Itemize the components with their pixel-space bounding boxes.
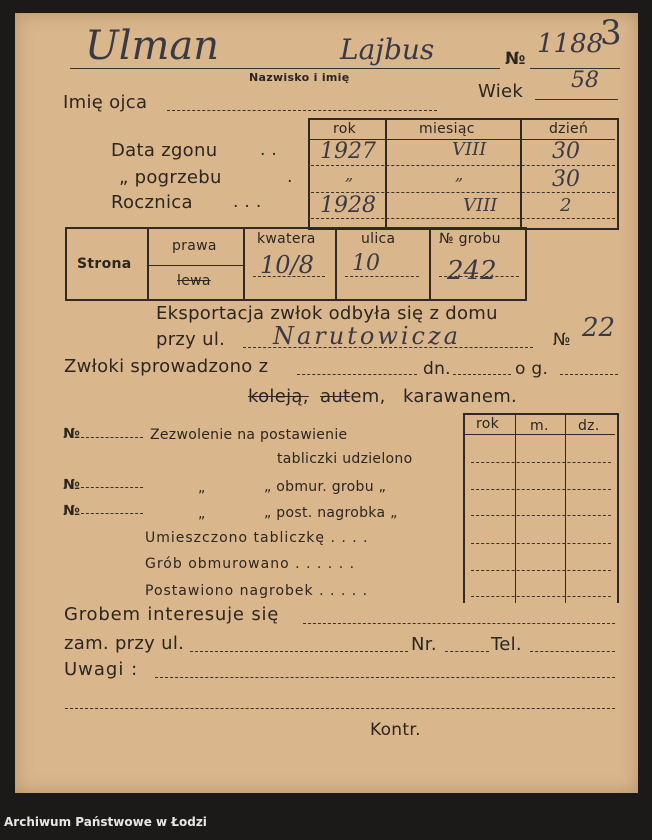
wall-ditto: „ (198, 480, 206, 496)
grave-no-label: № grobu (439, 231, 501, 247)
permits-col-year: rok (476, 416, 500, 432)
placed-monument-label: Postawiono nagrobek . . . . . (145, 583, 369, 599)
transport-auto: autem, (320, 386, 386, 407)
wall-no-sign: № (63, 477, 81, 493)
monument-no-line (81, 513, 143, 514)
permits-row-line (471, 462, 611, 463)
death-year-hw: 1927 (320, 139, 376, 164)
anniv-day-hw: 2 (560, 195, 572, 216)
death-month-hw: VIII (452, 139, 487, 160)
surname-handwritten: Ulman (85, 23, 220, 69)
death-date-label: Data zgonu (111, 140, 218, 161)
grave-col-divider (335, 227, 337, 299)
export-street-line (243, 347, 533, 348)
placed-plaque-label: Umieszczono tabliczkę . . . . (145, 530, 369, 546)
anniv-month-hw: VIII (463, 195, 498, 216)
dates-col-divider (520, 118, 522, 228)
address-line (190, 651, 408, 652)
export-street-prefix: przy ul. (156, 329, 226, 350)
permits-row-line (471, 489, 611, 490)
death-day-hw: 30 (552, 139, 580, 164)
side-label: Strona (77, 256, 132, 272)
permit-no-line (81, 437, 143, 438)
permit-label: Zezwolenie na postawienie (150, 427, 348, 443)
brought-hour-line (560, 374, 618, 375)
brought-day-label: dn. (423, 359, 451, 379)
export-no-label: № (553, 330, 571, 350)
brought-from-label: Zwłoki sprowadzono z (64, 356, 269, 377)
kontr-label: Kontr. (370, 720, 421, 740)
anniversary-dots: . . . (233, 192, 262, 212)
permits-row-line (471, 515, 611, 516)
permit-no-sign: № (63, 426, 81, 442)
grave-col-divider (147, 227, 149, 299)
walled-label: Grób obmurowano . . . . . . (145, 556, 356, 572)
father-name-line (167, 110, 437, 111)
dates-col-year: rok (333, 121, 357, 137)
transport-rail: koleją, (248, 386, 309, 407)
corner-number-handwritten: 3 (600, 13, 622, 53)
street-line (345, 276, 419, 277)
grave-col-divider (429, 227, 431, 299)
side-divider (149, 265, 243, 266)
interested-line (303, 623, 615, 624)
permits-row-line (471, 596, 611, 597)
interested-label: Grobem interesuje się (64, 604, 280, 625)
tel-label: Tel. (491, 634, 522, 655)
age-handwritten: 58 (571, 68, 599, 93)
permits-header-line (465, 434, 615, 435)
archive-footer: Archiwum Państwowe w Łodzi (4, 815, 207, 829)
burial-dots: . (287, 167, 293, 187)
permits-col-divider (515, 413, 516, 603)
given-name-handwritten: Lajbus (340, 33, 435, 66)
dates-row-line (311, 218, 615, 219)
tel-line (530, 651, 615, 652)
burial-month-hw: „ (455, 165, 464, 184)
address-label: zam. przy ul. (64, 633, 185, 654)
permit-label-2: tabliczki udzielono (277, 451, 413, 467)
notes-line (155, 677, 615, 678)
age-label: Wiek (478, 81, 524, 102)
name-caption: Nazwisko i imię (249, 71, 350, 84)
nr-label-contact: Nr. (411, 634, 437, 655)
street-label: ulica (361, 231, 396, 247)
permits-col-divider (565, 413, 566, 603)
monument-label: „ post. nagrobka „ (264, 505, 398, 521)
quarter-label: kwatera (257, 231, 316, 247)
nr-line (445, 651, 489, 652)
death-dots: . . (260, 140, 278, 160)
age-line (535, 99, 618, 100)
street-hw: 10 (352, 251, 380, 276)
permits-row-line (471, 543, 611, 544)
permits-col-month: m. (530, 418, 549, 434)
dates-col-day: dzień (549, 121, 589, 137)
brought-day-line (453, 374, 511, 375)
grave-no-hw: 242 (447, 256, 497, 286)
quarter-hw: 10/8 (260, 251, 314, 279)
permits-table (463, 413, 619, 603)
wall-no-line (81, 487, 143, 488)
burial-year-hw: „ (345, 165, 354, 184)
record-number-handwritten: 1188 (537, 29, 604, 59)
dates-col-divider (385, 118, 387, 228)
burial-record-card (15, 13, 638, 793)
brought-from-line (297, 374, 417, 375)
anniv-year-hw: 1928 (320, 193, 376, 218)
name-line (70, 68, 500, 69)
monument-ditto: „ (198, 506, 206, 522)
notes-line-2 (65, 708, 615, 709)
grave-col-divider (243, 227, 245, 299)
father-name-label: Imię ojca (63, 92, 148, 113)
notes-label: Uwagi : (64, 659, 139, 680)
permits-row-line (471, 570, 611, 571)
burial-day-hw: 30 (552, 167, 580, 192)
side-right-label: prawa (172, 238, 217, 254)
permits-col-day: dz. (578, 418, 600, 434)
side-left-label: lewa (177, 273, 211, 289)
monument-no-sign: № (63, 503, 81, 519)
export-line: Eksportacja zwłok odbyła się z domu (156, 303, 498, 324)
brought-hour-label: o g. (515, 359, 549, 379)
export-no-hw: 22 (582, 313, 616, 343)
transport-hearse: karawanem. (403, 386, 518, 407)
burial-date-label: „ pogrzebu (119, 167, 222, 188)
nr-label: № (505, 49, 526, 69)
dates-col-month: miesiąc (419, 121, 475, 137)
anniversary-label: Rocznica (111, 192, 193, 213)
wall-label: „ obmur. grobu „ (264, 479, 387, 495)
export-street-hw: Narutowicza (273, 322, 461, 350)
